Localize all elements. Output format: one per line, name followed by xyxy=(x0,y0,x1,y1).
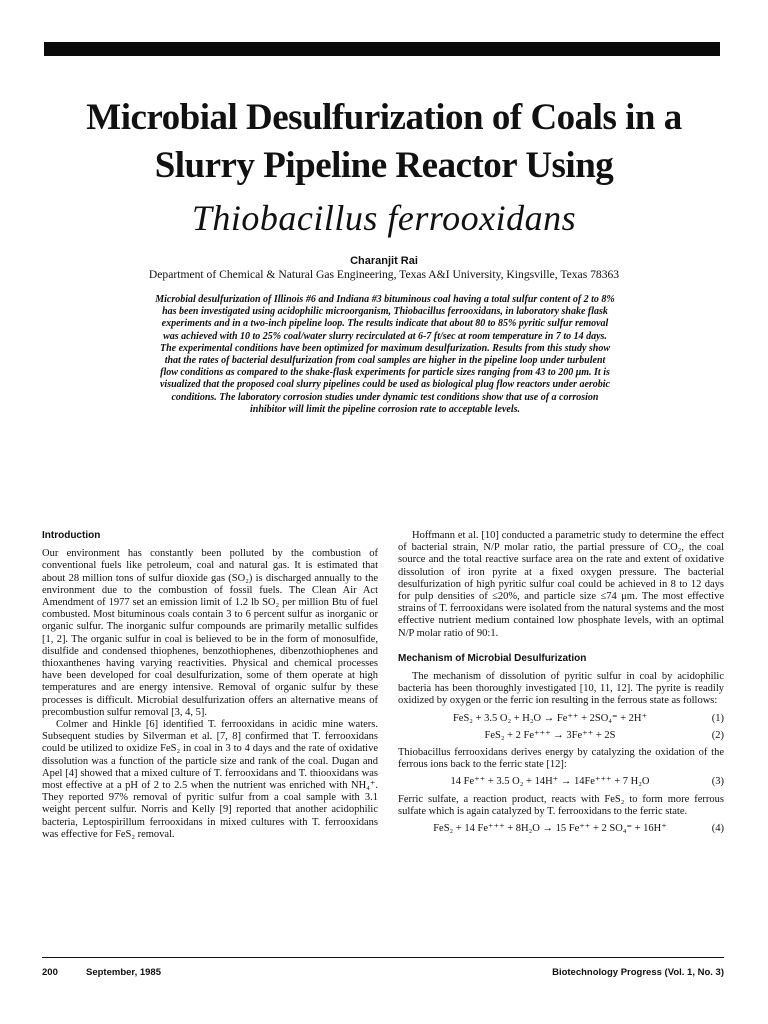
title-line-1: Microbial Desulfurization of Coals in a xyxy=(86,97,682,138)
equation-2 xyxy=(398,730,724,742)
equation-1 xyxy=(398,713,724,725)
issue-date: September, 1985 xyxy=(86,967,161,978)
abstract: Microbial desulfurization of Illinois #6 and Indiana #3 bituminous coal having a total sulfur content of 2 to 8% has been investigated using acidophilic microorganism, Thiobacillus ferrooxidans, in laboratory shake flask experiments and in a two-inch pipeline loop. The results indicate that about 80 to 85% pyritic sulfur removal was achieved with 10 to 25% coal/water slurry recirculated at 6-7 ft/sec at room temperature in 7 to 14 days. The experimental conditions have been optimized for maximum desulfurization. Results from this study show that the rates of bacterial desulfurization from coal samples are higher in the pipeline loop under turbulent flow conditions as compared to the shake-flask experiments for particle sizes ranging from 43 to 200 μm. It is visualized that the proposed coal slurry pipelines could be used as biological plug flow reactors under aerobic conditions. The laboratory corrosion studies under dynamic test conditions show that use of a corrosion inhibitor will limit the pipeline corrosion rate to acceptable levels. xyxy=(155,294,615,415)
equation-4-number: (4) xyxy=(711,823,724,835)
left-column xyxy=(42,530,378,841)
journal-name: Biotechnology Progress (Vol. 1, No. 3) xyxy=(552,967,724,978)
equation-4-expression: FeS₂ + 14 Fe⁺⁺⁺ + 8H₂O → 15 Fe⁺⁺ + 2 SO₄⁼ + 16H⁺ xyxy=(433,823,667,835)
equation-1-number: (1) xyxy=(711,712,724,724)
equation-1-expression: FeS₂ + 3.5 O₂ + H₂O → Fe⁺⁺ + 2SO₄⁼ + 2H⁺ xyxy=(452,712,648,724)
equation-3-expression: 14 Fe⁺⁺ + 3.5 O₂ + 14H⁺ → 14Fe⁺⁺⁺ + 7 H₂O xyxy=(450,776,650,788)
equation-2-expression: FeS₂ + 2 Fe⁺⁺⁺ → 3Fe⁺⁺ + 2S xyxy=(484,729,616,741)
equation-3 xyxy=(398,776,724,788)
intro-paragraph-2: Colmer and Hinkle [6] identified T. ferrooxidans in acidic mine waters. Subsequent studies by Silverman et al. [7, 8] confirmed that T. ferrooxidans could be utilized to oxidize FeS₂ in coal in 3 to 4 days and the rate of oxidative dissolution was a function of the particle size and rank of the coal. Dugan and Apel [4] showed that a mixed culture of T. ferrooxidans and T. thiooxidans was most effective at a pH of 2 to 2.5 when the nutrient was enriched with NH₄⁺. They reported 97% removal of pyritic sulfur from a coal sample with 3.1 weight percent sulfur. Norris and Kelly [9] reported that another acidophilic bacteria, Leptospirillum ferrooxidans in mixed cultures with T. ferrooxidans was effective for FeS₂ removal. xyxy=(42,719,378,840)
right-paragraph-1: Hoffmann et al. [10] conducted a parametric study to determine the effect of bacterial strain, N/P molar ratio, the partial pressure of CO₂, the coal source and the total reactive surface area on the rate and extent of oxidative dissolution of iron pyrite at a fixed oxygen pressure. The bacterial desulfurization of high pyritic sulfur coal could be achieved in 8 to 12 days for pulp densities of ≤20%, and particle size ≤74 μm. The most effective strains of T. ferrooxidans were isolated from the natural systems and the most effective nutrient medium contained low phosphate levels, with an optimal N/P molar ratio of 90:1. xyxy=(398,530,724,639)
footer-rule xyxy=(42,957,724,958)
equation-3-number: (3) xyxy=(711,776,724,788)
section-heading-introduction: Introduction xyxy=(42,530,101,541)
title-line-3: Thiobacillus ferrooxidans xyxy=(191,198,577,238)
equation-4 xyxy=(398,823,724,835)
mechanism-paragraph-1: The mechanism of dissolution of pyritic sulfur in coal by acidophilic bacteria has been thoroughly investigated [10, 11, 12]. The pyrite is readily oxidized by oxygen or the ferric ion resulting in the ferrous state as follows: xyxy=(398,671,724,707)
equation-2-number: (2) xyxy=(711,729,724,741)
title-line-2: Slurry Pipeline Reactor Using xyxy=(154,145,614,186)
page-number: 200 xyxy=(42,967,58,978)
right-column xyxy=(398,530,724,840)
article-title xyxy=(40,94,728,242)
author-affiliation: Department of Chemical & Natural Gas Engineering, Texas A&I University, Kingsville, Texas 78363 xyxy=(148,268,620,281)
mechanism-paragraph-2: Thiobacillus ferrooxidans derives energy by catalyzing the oxidation of the ferrous ions back to the ferric state [12]: xyxy=(398,747,724,771)
header-bar xyxy=(44,42,720,56)
intro-paragraph-1: Our environment has constantly been polluted by the combustion of conventional fuels like petroleum, coal and natural gas. It is estimated that about 28 million tons of sulfur dioxide gas (SO₂) is discharged annually to the environment due to the combustion of fossil fuels. The Clean Air Act Amendment of 1977 set an emission limit of 1.2 lb SO₂ per million Btu of fuel combusted. Most bituminous coals contain 3 to 6 percent sulfur as inorganic or organic sulfur. The inorganic sulfur compounds are primarily metallic sulfides [1, 2]. The organic sulfur in coal is believed to be in the form of monosulfide, disulfide and condensed thiophenes, benzothiophenes, dibenzothiophenes and thioxanthenes having varying reactivities. Physical and chemical processes have been developed for coal desulfurization, some of them operate at high temperatures and are energy intensive. Removal of organic sulfur by these processes is difficult. Microbial desulfurization offers an alternative means of precombustion sulfur removal [3, 4, 5]. xyxy=(42,548,378,718)
mechanism-paragraph-3: Ferric sulfate, a reaction product, reacts with FeS₂ to form more ferrous sulfate which is again catalyzed by T. ferrooxidans to the ferric state. xyxy=(398,793,724,817)
section-heading-mechanism: Mechanism of Microbial Desulfurization xyxy=(398,652,587,664)
author-name: Charanjit Rai xyxy=(350,255,418,267)
